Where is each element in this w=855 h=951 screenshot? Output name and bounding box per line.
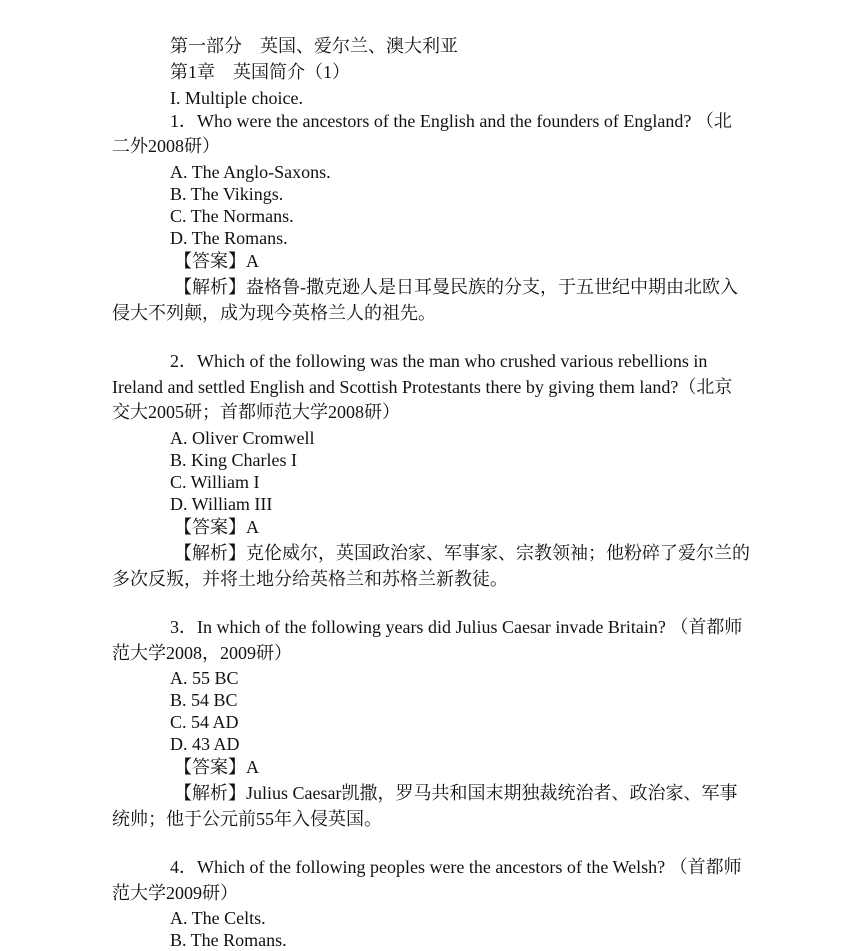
analysis-continued: 多次反叛，并将土地分给英格兰和苏格兰新教徒。	[112, 569, 508, 589]
option-b: B. The Vikings.	[170, 184, 284, 204]
option-d: D. The Romans.	[170, 228, 288, 248]
answer: 【答案】A	[174, 757, 259, 777]
question-2-text-continued: Ireland and settled English and Scottish Protestants there by giving them land?（北京	[112, 377, 733, 397]
analysis-continued: 统帅；他于公元前55年入侵英国。	[112, 809, 382, 829]
analysis: 【解析】盎格鲁-撒克逊人是日耳曼民族的分支，于五世纪中期由北欧入	[174, 277, 738, 297]
option-a: A. The Anglo-Saxons.	[170, 162, 331, 182]
option-a: A. 55 BC	[170, 668, 239, 688]
option-b: B. The Romans.	[170, 930, 287, 950]
question-1-source: 二外2008研）	[112, 136, 220, 156]
option-b: B. 54 BC	[170, 690, 238, 710]
question-2-text: 2．Which of the following was the man who crushed various rebellions in	[170, 351, 708, 371]
analysis: 【解析】Julius Caesar凯撒，罗马共和国末期独裁统治者、政治家、军事	[174, 783, 738, 803]
analysis-continued: 侵大不列颠，成为现今英格兰人的祖先。	[112, 303, 436, 323]
question-4-text: 4．Which of the following peoples were the ancestors of the Welsh? （首都师	[170, 857, 742, 877]
section-title: I. Multiple choice.	[170, 88, 303, 108]
question-2-source: 交大2005研；首都师范大学2008研）	[112, 402, 400, 422]
answer: 【答案】A	[174, 517, 259, 537]
option-a: A. The Celts.	[170, 908, 266, 928]
question-4-source: 范大学2009研）	[112, 883, 238, 903]
option-c: C. William I	[170, 472, 260, 492]
part-title: 第一部分 英国、爱尔兰、澳大利亚	[170, 36, 458, 56]
question-1-text: 1．Who were the ancestors of the English and the founders of England? （北	[170, 111, 732, 131]
question-3-source: 范大学2008，2009研）	[112, 643, 292, 663]
analysis: 【解析】克伦威尔，英国政治家、军事家、宗教领袖；他粉碎了爱尔兰的	[174, 543, 750, 563]
option-d: D. 43 AD	[170, 734, 240, 754]
option-c: C. The Normans.	[170, 206, 294, 226]
option-c: C. 54 AD	[170, 712, 239, 732]
question-3-text: 3．In which of the following years did Julius Caesar invade Britain? （首都师	[170, 617, 743, 637]
option-d: D. William III	[170, 494, 273, 514]
answer: 【答案】A	[174, 251, 259, 271]
option-b: B. King Charles I	[170, 450, 297, 470]
chapter-title: 第1章 英国简介（1）	[170, 62, 350, 82]
option-a: A. Oliver Cromwell	[170, 428, 315, 448]
